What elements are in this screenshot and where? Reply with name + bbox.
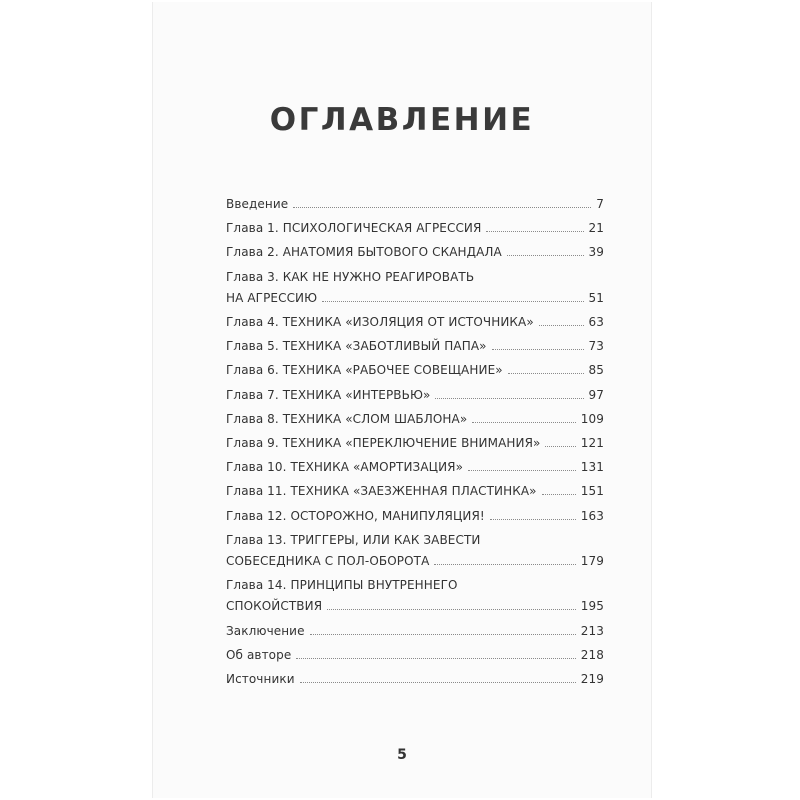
dot-leader xyxy=(322,301,583,302)
dot-leader xyxy=(492,349,584,350)
toc-entry xyxy=(226,575,604,617)
toc-entry-line xyxy=(226,669,604,690)
toc-entry-label: Заключение xyxy=(226,623,305,638)
toc-entry-label: Об авторе xyxy=(226,647,292,662)
toc-entry xyxy=(226,218,604,239)
toc-entry-line xyxy=(226,433,604,454)
toc-entry-page: 73 xyxy=(588,339,604,354)
toc-entry-label: Источники xyxy=(226,672,295,687)
toc-entry-line xyxy=(226,481,604,502)
toc-entry-label: Глава 12. ОСТОРОЖНО, МАНИПУЛЯЦИЯ! xyxy=(226,508,485,523)
toc-entry xyxy=(226,457,604,478)
toc-entry-label: СОБЕСЕДНИКА С ПОЛ-ОБОРОТА xyxy=(226,554,430,569)
toc-entry-line xyxy=(226,194,604,215)
dot-leader xyxy=(300,682,576,683)
toc-entry-label: Глава 7. ТЕХНИКА «ИНТЕРВЬЮ» xyxy=(226,387,431,402)
page-number: 5 xyxy=(397,747,407,763)
toc-entry-page: 218 xyxy=(580,647,604,662)
toc-entry-line xyxy=(226,336,604,357)
toc-entry xyxy=(226,669,604,690)
toc-entry-label: Глава 8. ТЕХНИКА «СЛОМ ШАБЛОНА» xyxy=(226,411,468,426)
toc-entry xyxy=(226,645,604,666)
toc-entry xyxy=(226,336,604,357)
toc-entry-line xyxy=(226,385,604,406)
toc-entry-label: Введение xyxy=(226,197,289,211)
toc-entry-label: Глава 4. ТЕХНИКА «ИЗОЛЯЦИЯ ОТ ИСТОЧНИКА» xyxy=(226,315,534,330)
toc-entry xyxy=(226,242,604,263)
toc-entry-line xyxy=(226,596,604,617)
toc-entry-line xyxy=(226,360,604,381)
toc-entry-line xyxy=(226,288,604,309)
dot-leader xyxy=(293,207,591,208)
dot-leader xyxy=(296,658,575,659)
dot-leader xyxy=(434,564,575,565)
toc-entry-label: Глава 10. ТЕХНИКА «АМОРТИЗАЦИЯ» xyxy=(226,460,464,475)
toc-entry-page: 7 xyxy=(596,197,604,211)
toc-entry-line xyxy=(226,551,604,572)
dot-leader xyxy=(486,231,583,232)
toc-entry-page: 131 xyxy=(580,460,604,475)
toc-entry-line-continued xyxy=(226,575,604,596)
toc-entry xyxy=(226,360,604,381)
dot-leader xyxy=(327,609,576,610)
table-of-contents xyxy=(226,194,604,690)
toc-entry-label: Глава 5. ТЕХНИКА «ЗАБОТЛИВЫЙ ПАПА» xyxy=(226,339,487,354)
dot-leader xyxy=(545,446,575,447)
dot-leader xyxy=(490,519,576,520)
toc-entry-label: Глава 11. ТЕХНИКА «ЗАЕЗЖЕННАЯ ПЛАСТИНКА» xyxy=(226,484,537,499)
toc-entry-page: 151 xyxy=(580,484,604,499)
toc-entry-line xyxy=(226,409,604,430)
toc-entry-line xyxy=(226,242,604,263)
toc-entry-page: 109 xyxy=(580,411,604,426)
toc-entry xyxy=(226,385,604,406)
book-page xyxy=(152,2,652,798)
toc-entry-label: СПОКОЙСТВИЯ xyxy=(226,599,323,614)
toc-entry xyxy=(226,409,604,430)
toc-entry-line xyxy=(226,645,604,666)
toc-entry-page: 21 xyxy=(588,221,604,236)
toc-entry xyxy=(226,506,604,527)
toc-entry xyxy=(226,194,604,215)
toc-entry xyxy=(226,621,604,642)
toc-entry-page: 51 xyxy=(588,290,604,305)
toc-entry-page: 219 xyxy=(580,672,604,687)
page-title: ОГЛАВЛЕНИЕ xyxy=(269,102,535,138)
dot-leader xyxy=(539,325,584,326)
toc-entry-label: Глава 6. ТЕХНИКА «РАБОЧЕЕ СОВЕЩАНИЕ» xyxy=(226,363,503,378)
toc-entry-line xyxy=(226,621,604,642)
toc-entry-label: Глава 3. КАК НЕ НУЖНО РЕАГИРОВАТЬ xyxy=(226,269,475,284)
toc-entry-page: 63 xyxy=(588,315,604,330)
toc-entry xyxy=(226,530,604,572)
toc-entry xyxy=(226,481,604,502)
toc-entry-page: 179 xyxy=(580,554,604,569)
dot-leader xyxy=(542,494,576,495)
toc-entry-page: 163 xyxy=(580,508,604,523)
toc-entry-line-continued xyxy=(226,530,604,551)
toc-entry-label: Глава 14. ПРИНЦИПЫ ВНУТРЕННЕГО xyxy=(226,578,458,593)
toc-entry-page: 85 xyxy=(588,363,604,378)
dot-leader xyxy=(508,373,584,374)
toc-entry-line xyxy=(226,457,604,478)
toc-entry-label: НА АГРЕССИЮ xyxy=(226,290,318,305)
toc-entry-page: 39 xyxy=(588,245,604,260)
dot-leader xyxy=(507,255,584,256)
toc-entry-line xyxy=(226,312,604,333)
toc-entry-line xyxy=(226,506,604,527)
toc-entry-line xyxy=(226,218,604,239)
toc-entry-label: Глава 2. АНАТОМИЯ БЫТОВОГО СКАНДАЛА xyxy=(226,245,502,260)
toc-entry-page: 195 xyxy=(580,599,604,614)
dot-leader xyxy=(435,398,583,399)
toc-entry-page: 213 xyxy=(580,623,604,638)
dot-leader xyxy=(472,422,575,423)
toc-entry-label: Глава 13. ТРИГГЕРЫ, ИЛИ КАК ЗАВЕСТИ xyxy=(226,532,481,547)
toc-entry xyxy=(226,433,604,454)
dot-leader xyxy=(310,634,576,635)
toc-entry-label: Глава 9. ТЕХНИКА «ПЕРЕКЛЮЧЕНИЕ ВНИМАНИЯ» xyxy=(226,436,541,451)
toc-entry-page: 121 xyxy=(580,436,604,451)
toc-entry xyxy=(226,312,604,333)
toc-entry-page: 97 xyxy=(588,387,604,402)
toc-entry-label: Глава 1. ПСИХОЛОГИЧЕСКАЯ АГРЕССИЯ xyxy=(226,221,482,236)
dot-leader xyxy=(468,470,576,471)
toc-entry xyxy=(226,267,604,309)
toc-entry-line-continued xyxy=(226,267,604,288)
